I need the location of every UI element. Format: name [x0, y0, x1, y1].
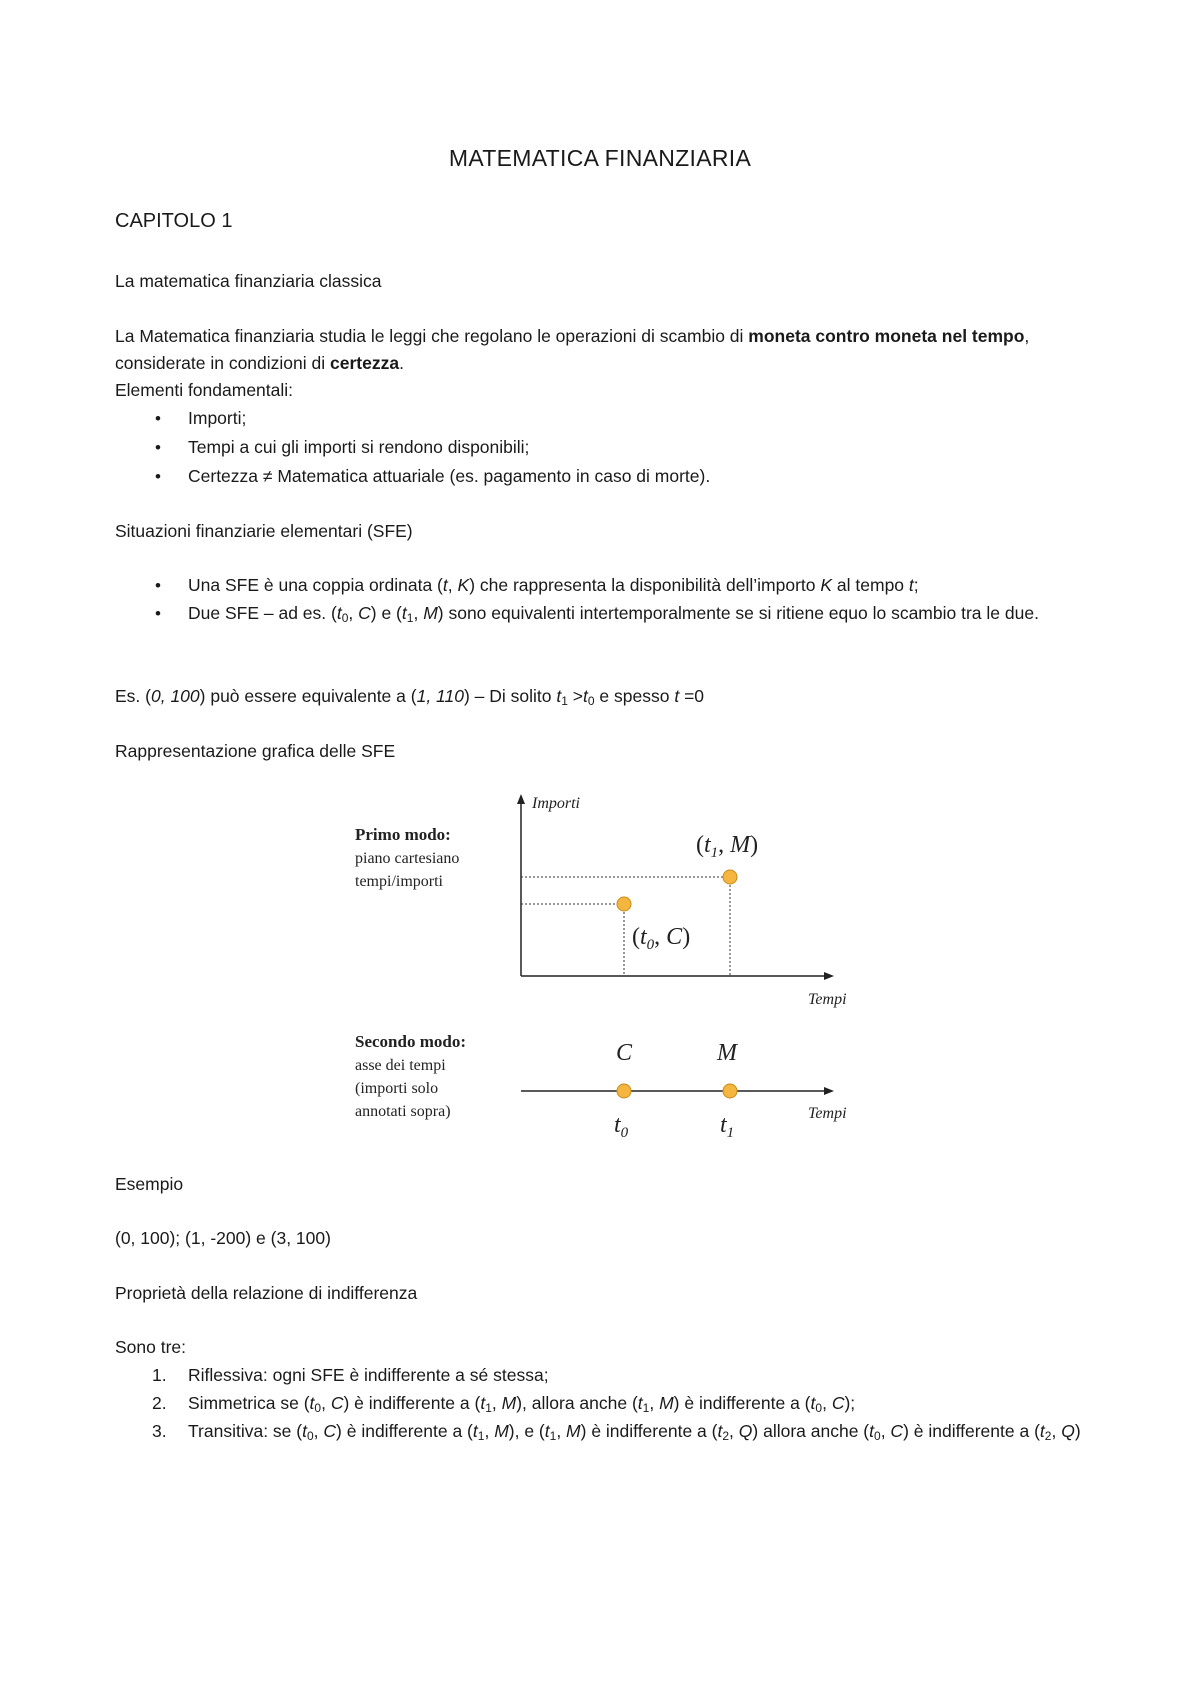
time-axis-label: Tempi [808, 1105, 847, 1122]
sfe-figure [340, 780, 880, 1150]
time-axis-arrow-icon [824, 1087, 834, 1095]
second-mode-line2: (importi solo [355, 1080, 439, 1097]
property-item-transitive: Transitiva: se ($t_0$, C) è indifferente a ($t_1$, M), e ($t_1$, M) è indifferente a ($t_2$, Q) allora anche ($t_0$, C) è indifferente a ($t_2$, Q) [188, 1421, 1081, 1443]
list-item: Tempi a cui gli importi si rendono disponibili; [188, 437, 530, 457]
bullet-icon: • [155, 604, 161, 623]
list-item: Certezza ≠ Matematica attuariale (es. pagamento in caso di morte). [188, 466, 711, 486]
document-title: MATEMATICA FINANZIARIA [448, 145, 752, 171]
y-axis-arrow-icon [517, 794, 525, 804]
timeline-c-label: C [616, 1040, 633, 1066]
section-heading: La matematica finanziaria classica [115, 271, 382, 291]
y-axis-label: Importi [532, 795, 580, 812]
first-mode-line2: tempi/importi [355, 873, 443, 890]
sfe-list-item: Una SFE è una coppia ordinata (t, K) che rappresenta la disponibilità dell’importo K al tempo t; [188, 575, 919, 595]
timeline-m-label: M [717, 1040, 737, 1066]
esempio-values: (0, 100); (1, -200) e (3, 100) [115, 1228, 331, 1248]
sono-tre: Sono tre: [115, 1337, 187, 1357]
point-m [723, 870, 737, 884]
bullet-icon: • [155, 576, 161, 595]
first-mode-line1: piano cartesiano [355, 850, 460, 867]
list-number: 3. [152, 1421, 167, 1441]
elements-heading: Elementi fondamentali: [115, 380, 294, 400]
bullet-icon: • [155, 438, 161, 457]
bullet-icon: • [155, 409, 161, 428]
list-number: 2. [152, 1393, 167, 1413]
x-axis-arrow-icon [824, 972, 834, 980]
property-item-reflexive: Riflessiva: ogni SFE è indifferente a sé stessa; [188, 1365, 549, 1385]
timeline-t0-label: $t_0$ [614, 1112, 629, 1141]
graph-heading: Rappresentazione grafica delle SFE [115, 741, 396, 761]
point-c-label: ($t_0$, C) [632, 924, 691, 953]
property-heading: Proprietà della relazione di indifferenza [115, 1283, 418, 1303]
sfe-list-item: Due SFE – ad es. ($t_0$, C) e ($t_1$, M) sono equivalenti intertemporalmente se si ritiene equo lo scambio tra le due. [188, 603, 1039, 625]
first-mode-title: Primo modo: [355, 825, 451, 844]
chapter-heading: CAPITOLO 1 [115, 210, 233, 232]
property-item-symmetric: Simmetrica se ($t_0$, C) è indifferente a ($t_1$, M), allora anche ($t_1$, M) è indifferente a ($t_0$, C); [188, 1393, 856, 1415]
intro-paragraph: La Matematica finanziaria studia le leggi che regolano le operazioni di scambio di moneta contro moneta nel tempo, considerate in condizioni di certezza. [115, 326, 1030, 373]
timeline-point-c [617, 1084, 631, 1098]
sfe-heading: Situazioni finanziarie elementari (SFE) [115, 521, 413, 541]
list-number: 1. [152, 1365, 167, 1385]
point-c [617, 897, 631, 911]
timeline-t1-label: $t_1$ [720, 1112, 735, 1141]
point-m-label: ($t_1$, M) [696, 832, 759, 861]
second-mode-line1: asse dei tempi [355, 1057, 446, 1074]
bullet-icon: • [155, 467, 161, 486]
x-axis-label: Tempi [808, 991, 847, 1008]
second-mode-title: Secondo modo: [355, 1032, 466, 1051]
second-mode-line3: annotati sopra) [355, 1103, 451, 1120]
esempio-heading: Esempio [115, 1174, 184, 1194]
example-line: Es. (0, 100) può essere equivalente a (1, 110) – Di solito $t_1 >t_0$ e spesso t =0 [115, 686, 705, 708]
list-item: Importi; [188, 408, 247, 428]
timeline-point-m [723, 1084, 737, 1098]
